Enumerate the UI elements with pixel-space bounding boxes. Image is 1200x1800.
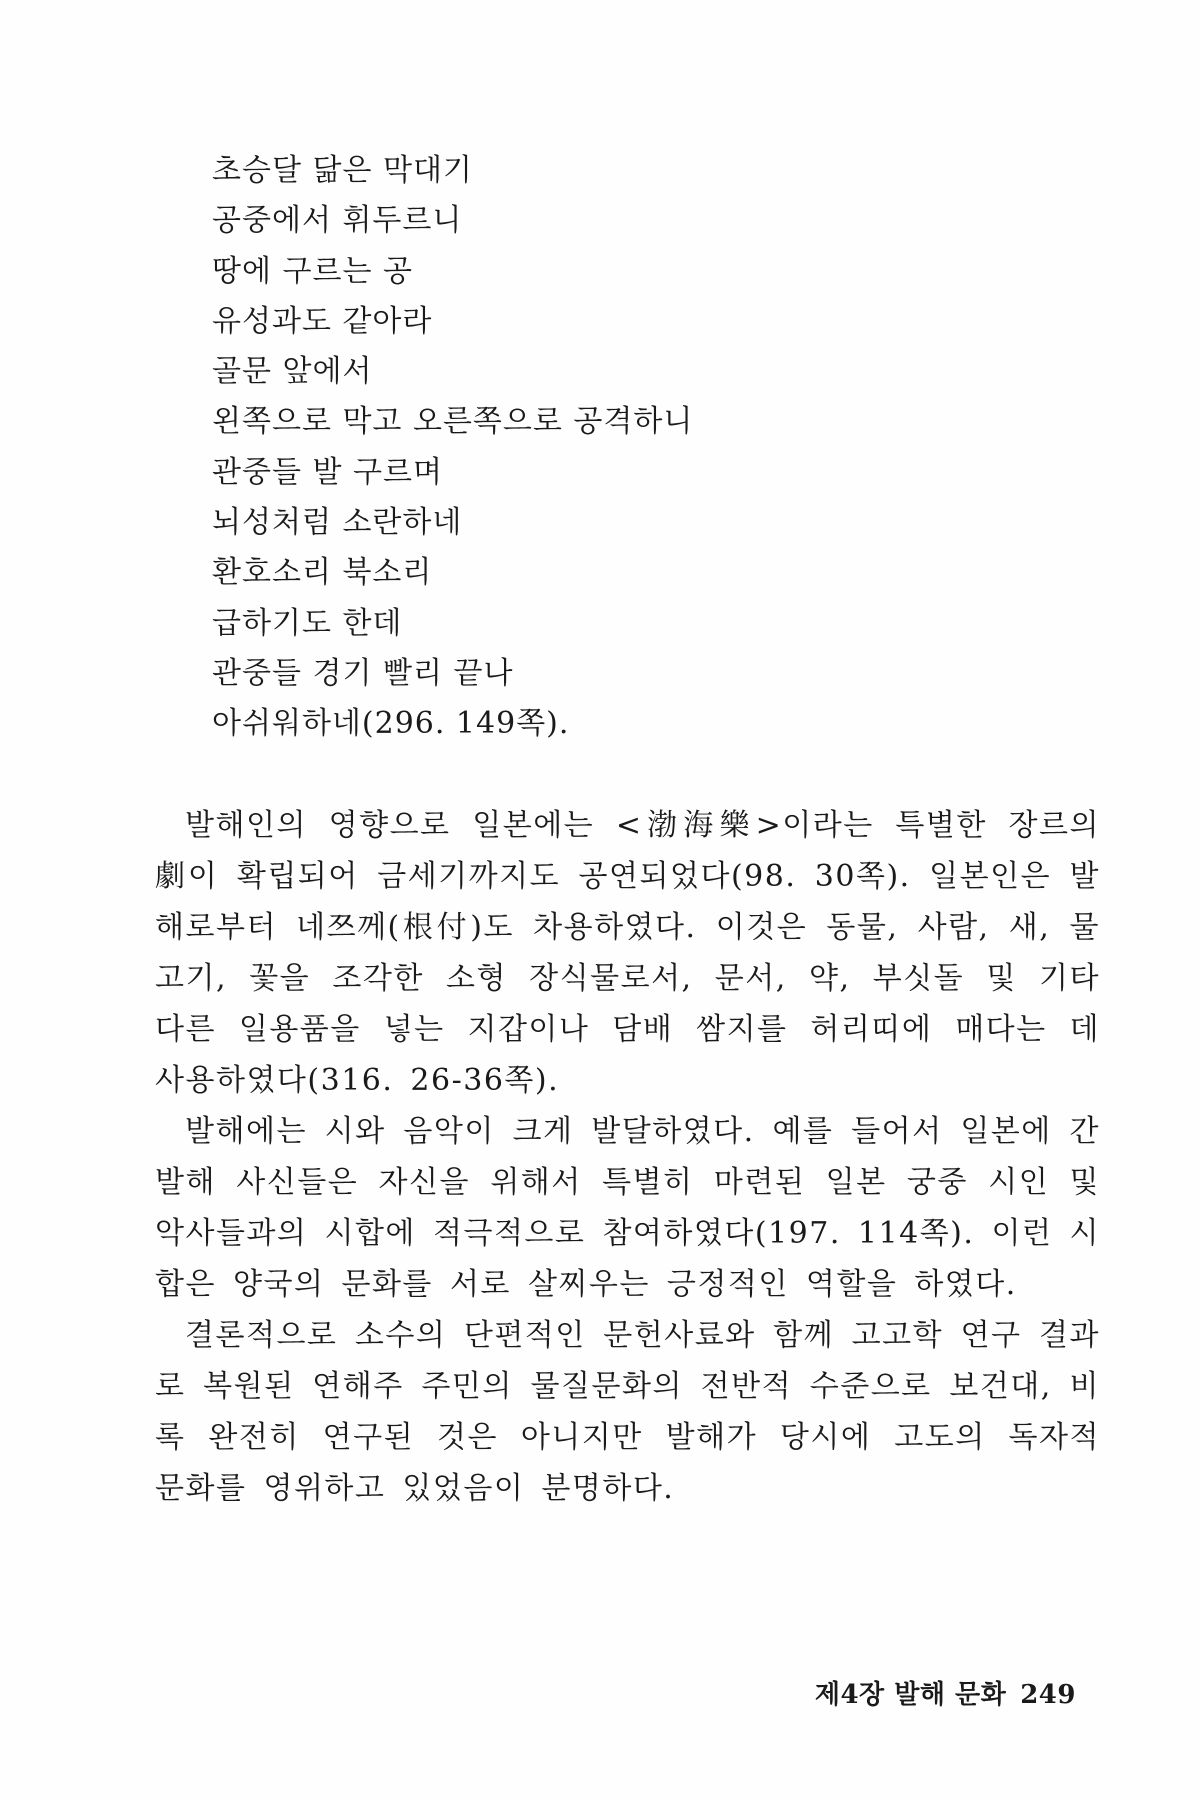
poem-line: 초승달 닮은 막대기 [212,153,473,188]
poem-line: 관중들 경기 빨리 끝나 [212,655,514,691]
poem-block [212,146,972,750]
poem-line: 관중들 발 구르며 [212,454,443,490]
poem-line: 골문 앞에서 [212,354,373,390]
poem-line: 환호소리 북소리 [212,555,433,591]
poem-line: 급하기도 한데 [212,605,403,641]
running-chapter-title: 제4장 발해 문화 [814,1680,1007,1710]
poem-line: 아쉬워하네(296. 149쪽). [212,706,570,742]
paragraph-poetry-music: 발해에는 시와 음악이 크게 발달하였다. 예를 들어서 일본에 간 발해 사신들은 자신을 위해서 특별히 마련된 일본 궁중 시인 및 악사들과의 시합에 적극적으로 참여하였다(197. 114쪽). 이런 시합은 양국의 문화를 서로 살찌우는 긍정적인 역할을 하였다. [155,1114,1100,1302]
poem-line: 공중에서 휘두르니 [212,203,463,239]
poem-line: 땅에 구르는 공 [212,253,413,289]
page-footer [815,1674,1076,1711]
page-number: 249 [1020,1680,1076,1710]
paragraph-conclusion: 결론적으로 소수의 단편적인 문헌사료와 함께 고고학 연구 결과로 복원된 연해주 주민의 물질문화의 전반적 수준으로 보건대, 비록 완전히 연구된 것은 아니지만 발해가 당시에 고도의 독자적 문화를 영위하고 있었음이 분명하다. [155,1318,1100,1506]
paragraph-balhae-influence-japan: 발해인의 영향으로 일본에는 <渤海樂>이라는 특별한 장르의 劇이 확립되어 금세기까지도 공연되었다(98. 30쪽). 일본인은 발해로부터 네쯔께(根付)도 차용하였다. 이것은 동물, 사람, 새, 물고기, 꽃을 조각한 소형 장식물로서, 문서, 약, 부싯돌 및 기타 다른 일용품을 넣는 지갑이나 담배 쌈지를 허리띠에 매다는 데 사용하였다(316. 26-36쪽). [155,808,1100,1098]
poem-line: 유성과도 같아라 [212,303,433,339]
poem-line: 왼쪽으로 막고 오른쪽으로 공격하니 [212,404,694,440]
poem-line: 뇌성처럼 소란하네 [212,505,463,541]
body-text [155,800,1100,1514]
